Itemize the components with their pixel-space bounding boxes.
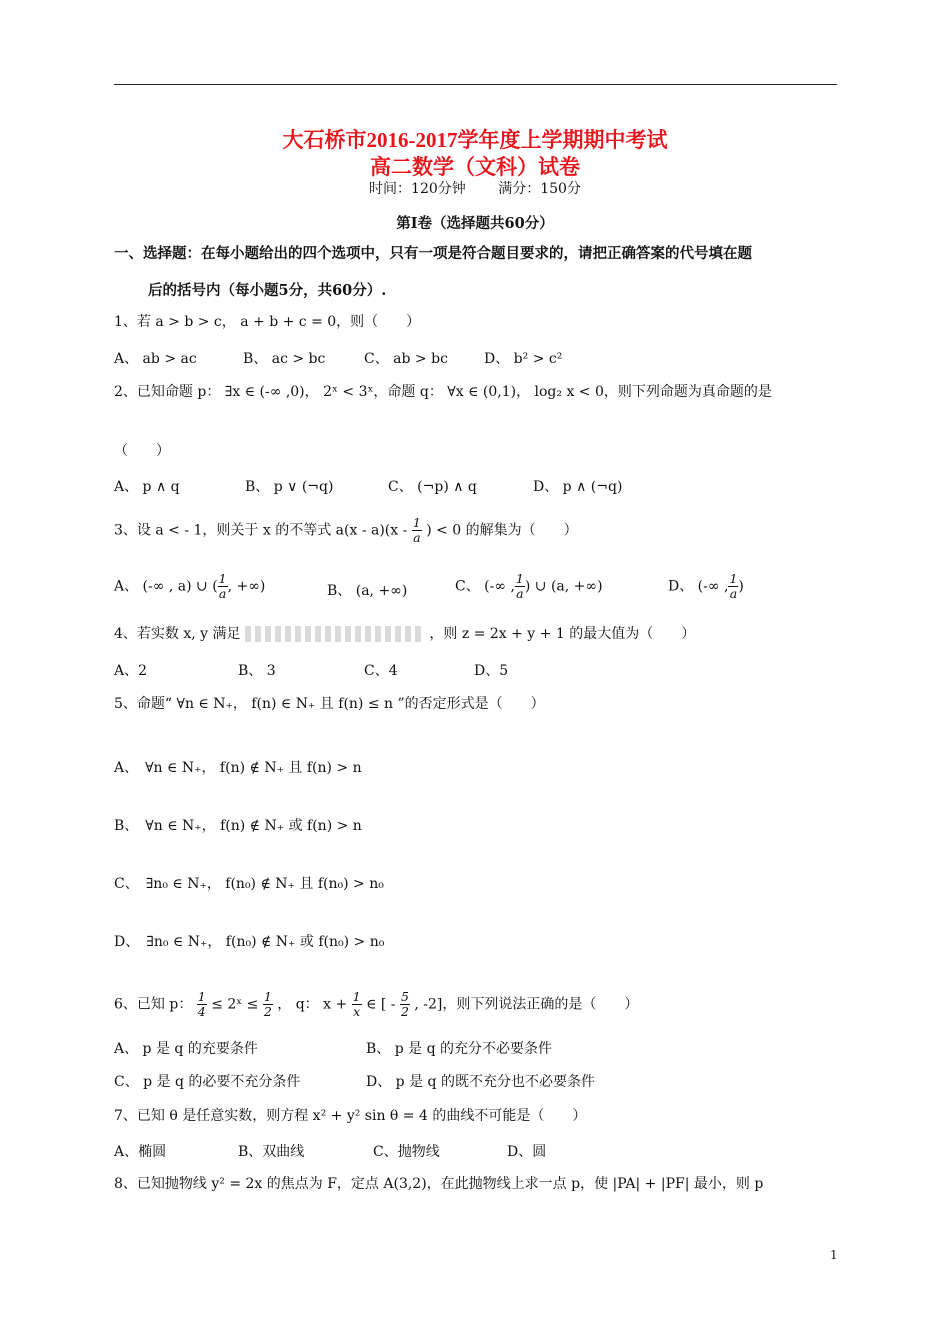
q5-stem: 5、命题“ ∀n ∈ N₊， f(n) ∈ N₊ 且 f(n) ≤ n ”的否定形式是（ ）: [114, 696, 545, 712]
q3-fraction: $\frac{1}{a}$: [412, 515, 421, 545]
q6-stem: 6、已知 p： $\frac{1}{4}$ ≤ 2ˣ ≤ $\frac{1}{2}$ ， q： x + $\frac{1}{x}$ ∈ [ - $\frac{5}{2}$ , -2]，则下列说法正确的是（ ）: [114, 989, 639, 1019]
q3-stem-post: ) < 0 的解集为（ ）: [426, 522, 578, 539]
q4-stem: 4、若实数 x, y 满足 ，则 z = 2x + y + 1 的最大值为（ ）: [114, 626, 696, 642]
exam-time: 时间：120分钟: [369, 181, 466, 197]
q2-stem: 2、已知命题 p： ∃x ∈ (-∞ ,0)， 2ˣ < 3ˣ，命题 q： ∀x ∈ (0,1)， log₂ x < 0，则下列命题为真命题的是: [114, 384, 772, 400]
q3-stem-pre: 3、设 a < - 1，则关于 x 的不等式 a(x - a)(x -: [114, 522, 408, 539]
q7-stem: 7、已知 θ 是任意实数，则方程 x² + y² sin θ = 4 的曲线不可能是（ ）: [114, 1108, 587, 1124]
q7-option-b: B、双曲线: [238, 1144, 305, 1160]
instructions-line2: 后的括号内（每小题5分，共60分）.: [148, 282, 387, 299]
q2-option-c: C、 (¬p) ∧ q: [388, 479, 477, 495]
q1-stem: 1、若 a > b > c， a + b + c = 0，则（ ）: [114, 314, 421, 330]
q6-option-c: C、 p 是 q 的必要不充分条件: [114, 1074, 301, 1090]
q5-option-b: B、 ∀n ∈ N₊， f(n) ∉ N₊ 或 f(n) > n: [114, 818, 362, 834]
q1-option-a: A、 ab > ac: [114, 351, 197, 367]
q2-option-a: A、 p ∧ q: [114, 479, 180, 495]
q3-stem: [114, 516, 578, 545]
exam-meta: [0, 178, 950, 198]
q4-option-b: B、 3: [238, 663, 276, 679]
q2-option-b: B、 p ∨ (¬q): [245, 479, 334, 495]
page-number: 1: [830, 1248, 838, 1262]
q4-option-c: C、4: [364, 663, 398, 679]
section-heading: 第Ⅰ卷（选择题共60分）: [396, 215, 554, 232]
q5-option-a: A、 ∀n ∈ N₊， f(n) ∉ N₊ 且 f(n) > n: [114, 760, 362, 776]
q6-option-a: A、 p 是 q 的充要条件: [114, 1041, 258, 1057]
q3-option-c: C、 (-∞ , $\frac{1}{a}$ ) ∪ (a, +∞): [455, 571, 603, 601]
q2-option-d: D、 p ∧ (¬q): [533, 479, 623, 495]
q4-option-d: D、5: [474, 663, 509, 679]
exam-subtitle: 高二数学（文科）试卷: [370, 155, 580, 179]
q3-option-b: B、 (a, +∞): [327, 583, 408, 599]
q7-option-a: A、椭圆: [114, 1144, 167, 1160]
q5-option-d: D、 ∃n₀ ∈ N₊， f(n₀) ∉ N₊ 或 f(n₀) > n₀: [114, 934, 385, 950]
q1-option-c: C、 ab > bc: [364, 351, 448, 367]
q4-constraint-image: [245, 626, 425, 642]
q1-option-b: B、 ac > bc: [243, 351, 326, 367]
q3-option-d: D、 (-∞ , $\frac{1}{a}$ ): [668, 571, 744, 601]
exam-score: 满分：150分: [498, 181, 581, 197]
q5-option-c: C、 ∃n₀ ∈ N₊， f(n₀) ∉ N₊ 且 f(n₀) > n₀: [114, 876, 384, 892]
q8-stem: 8、已知抛物线 y² = 2x 的焦点为 F，定点 A(3,2)，在此抛物线上求一点 p，使 |PA| + |PF| 最小，则 p: [114, 1176, 764, 1192]
exam-title: 大石桥市2016-2017学年度上学期期中考试: [282, 128, 668, 152]
q6-option-b: B、 p 是 q 的充分不必要条件: [366, 1041, 553, 1057]
q4-option-a: A、2: [114, 663, 148, 679]
q7-option-d: D、圆: [507, 1144, 547, 1160]
q7-option-c: C、抛物线: [373, 1144, 440, 1160]
q1-option-d: D、 b² > c²: [484, 351, 563, 367]
q6-option-d: D、 p 是 q 的既不充分也不必要条件: [366, 1074, 595, 1090]
header-rule: [114, 84, 837, 85]
q3-option-a: A、 (-∞ , a) ∪ ( $\frac{1}{a}$ , +∞): [114, 571, 266, 601]
q2-paren: （ ）: [114, 443, 170, 459]
instructions-line1: 一、选择题：在每小题给出的四个选项中，只有一项是符合题目要求的，请把正确答案的代号填在题: [114, 245, 752, 262]
